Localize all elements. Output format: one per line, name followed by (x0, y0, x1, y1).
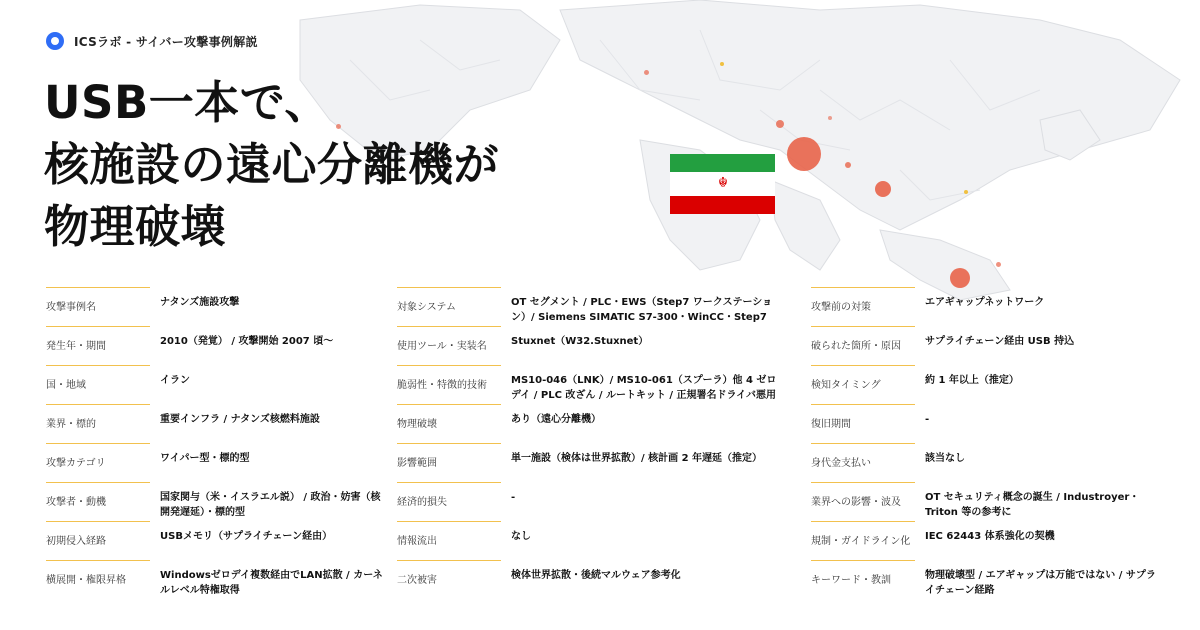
row-value: Stuxnet（W32.Stuxnet） (511, 336, 649, 347)
info-row (811, 290, 1171, 329)
info-row (46, 290, 386, 329)
row-value: サプライチェーン経由 USB 持込 (925, 336, 1075, 347)
row-value: エアギャップネットワーク (925, 297, 1045, 308)
row-label: 規制・ガイドライン化 (811, 536, 911, 547)
row-label: 横展開・権限昇格 (46, 575, 126, 586)
row-value: 物理破壊型 / エアギャップは万能ではない / サプライチェーン経路 (925, 570, 1156, 596)
info-row (46, 485, 386, 524)
info-row (811, 407, 1171, 446)
hotspot-small-marker (996, 262, 1001, 267)
hotspot-large-marker (787, 137, 821, 171)
row-label: 攻撃カテゴリ (46, 458, 106, 469)
info-row (811, 485, 1171, 524)
row-label: 攻撃事例名 (46, 302, 96, 313)
row-value: 重要インフラ / ナタンズ核燃料施設 (160, 414, 320, 425)
flag-emblem-icon: ☬ (718, 175, 728, 191)
row-label: 対象システム (397, 302, 456, 313)
info-row (397, 485, 797, 524)
row-label: 業界・標的 (46, 419, 96, 430)
row-value: - (511, 492, 516, 503)
info-row (397, 407, 797, 446)
hotspot-minor-marker (720, 62, 724, 66)
row-label: 脆弱性・特徴的技術 (397, 380, 487, 391)
row-value: 国家関与（米・イスラエル説） / 政治・妨害（核開発遅延）・標的型 (160, 492, 381, 518)
headline-line-3: 物理破壊 (44, 200, 227, 253)
headline-line-2: 核施設の遠心分離機が (44, 138, 500, 191)
row-label: 二次被害 (397, 575, 437, 586)
row-label: 国・地域 (46, 380, 86, 391)
info-row (46, 446, 386, 485)
row-label: 情報流出 (397, 536, 437, 547)
row-label: 経済的損失 (397, 497, 447, 508)
row-label: 攻撃前の対策 (811, 302, 871, 313)
row-value: OT セグメント / PLC・EWS（Step7 ワークステーション）/ Siemens SIMATIC S7-300・WinCC・Step7 (511, 297, 773, 323)
row-value: なし (511, 531, 531, 542)
info-row (811, 446, 1171, 485)
info-row (46, 563, 386, 602)
row-value: USBメモリ（サプライチェーン経由） (160, 531, 333, 542)
info-row (397, 446, 797, 485)
row-label: 検知タイミング (811, 380, 881, 391)
flag-red-band (670, 196, 775, 214)
row-label: 物理破壊 (397, 419, 437, 430)
flag-white-band (670, 172, 775, 196)
hotspot-marker (950, 268, 970, 288)
brand-title: ICSラボ - サイバー攻撃事例解説 (74, 34, 258, 49)
row-value: ワイパー型・標的型 (160, 453, 250, 464)
row-value: Windowsゼロデイ複数経由でLAN拡散 / カーネルレベル特権取得 (160, 570, 383, 596)
iran-flag (670, 154, 775, 214)
hotspot-minor-marker (828, 116, 832, 120)
hotspot-marker (875, 181, 891, 197)
info-column-2 (397, 290, 797, 602)
info-row (397, 524, 797, 563)
row-label: 初期侵入経路 (46, 536, 106, 547)
row-value: MS10-046（LNK）/ MS10-061（スプーラ）他 4 ゼロデイ / PLC 改ざん / ルートキット / 正規署名ドライバ悪用 (511, 375, 777, 401)
row-label: 影響範囲 (397, 458, 437, 469)
row-label: 使用ツール・実装名 (397, 341, 487, 352)
row-label: 破られた箇所・原因 (811, 341, 901, 352)
row-value: ナタンズ施設攻撃 (160, 297, 240, 308)
row-value: あり（遠心分離機） (511, 414, 601, 425)
row-value: OT セキュリティ概念の誕生 / Industroyer・Triton 等の参考に (925, 492, 1140, 518)
info-row (397, 368, 797, 407)
headline-line-1: USB一本で、 (44, 76, 330, 129)
info-row (397, 563, 797, 602)
info-row (397, 329, 797, 368)
info-row (811, 524, 1171, 563)
info-row (811, 329, 1171, 368)
row-label: 発生年・期間 (46, 341, 106, 352)
row-value: 該当なし (925, 453, 965, 464)
info-row (46, 524, 386, 563)
info-row (811, 563, 1171, 602)
hotspot-small-marker (776, 120, 784, 128)
info-row (46, 329, 386, 368)
info-row (46, 368, 386, 407)
row-value: IEC 62443 体系強化の契機 (925, 531, 1055, 542)
hotspot-small-marker (845, 162, 851, 168)
row-label: 復旧期間 (811, 419, 851, 430)
site-header (46, 32, 258, 50)
row-label: 攻撃者・動機 (46, 497, 106, 508)
info-row (397, 290, 797, 329)
row-value: イラン (160, 375, 190, 386)
flag-green-band (670, 154, 775, 172)
row-value: 約 1 年以上（推定） (925, 375, 1019, 386)
row-value: 単一施設（検体は世界拡散）/ 核計画 2 年遅延（推定） (511, 453, 763, 464)
row-value: 検体世界拡散・後続マルウェア参考化 (511, 570, 681, 581)
row-value: 2010（発覚） / 攻撃開始 2007 頃〜 (160, 336, 334, 347)
hotspot-minor-marker (964, 190, 968, 194)
info-row (46, 407, 386, 446)
info-column-3 (811, 290, 1171, 602)
row-label: キーワード・教訓 (811, 575, 891, 586)
hotspot-small-marker (644, 70, 649, 75)
info-column-1 (46, 290, 386, 602)
info-row (811, 368, 1171, 407)
row-label: 身代金支払い (811, 458, 871, 469)
logo-icon (46, 32, 64, 50)
row-value: - (925, 414, 930, 425)
headline (44, 72, 499, 258)
row-label: 業界への影響・波及 (811, 497, 901, 508)
